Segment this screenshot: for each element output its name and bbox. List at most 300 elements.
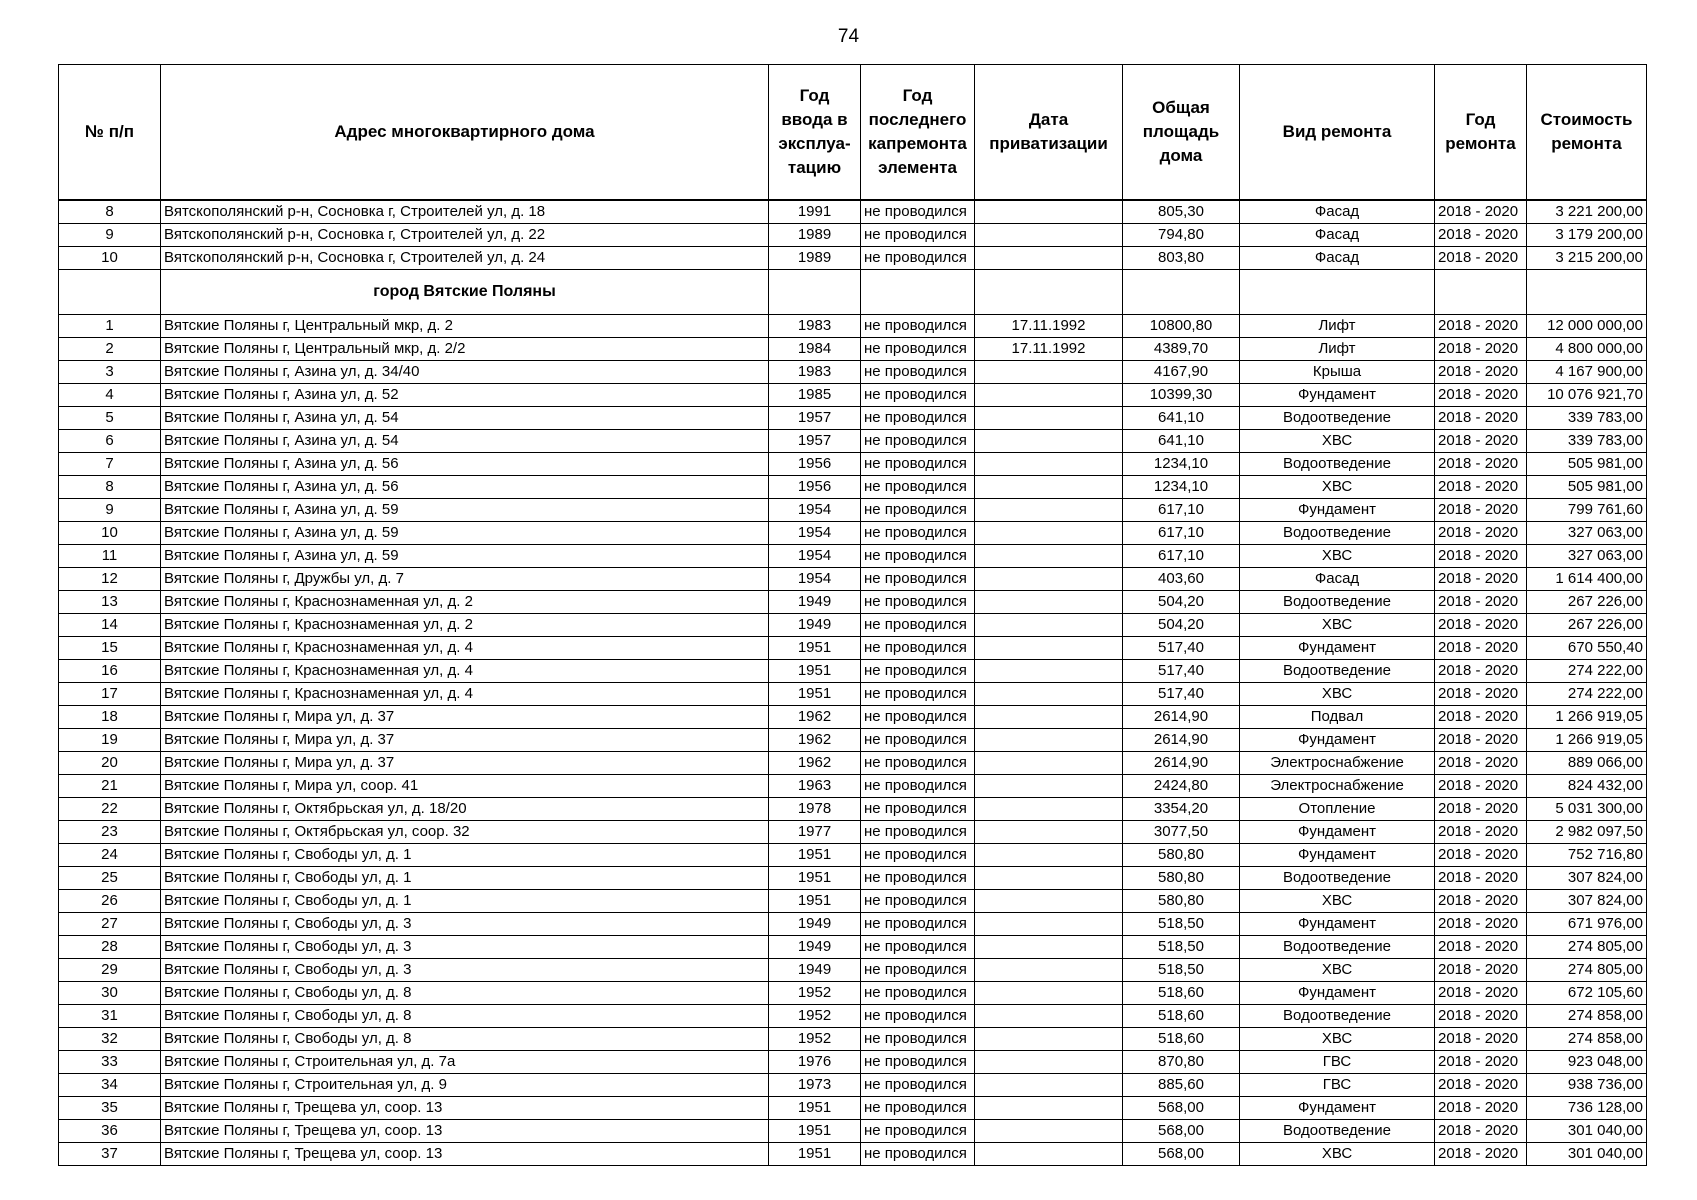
table-row — [59, 360, 1647, 383]
cell-repair-type: Подвал — [1240, 705, 1435, 728]
cell-address: Вятские Поляны г, Свободы ул, д. 8 — [161, 1004, 769, 1027]
cell-area: 10399,30 — [1123, 383, 1240, 406]
cell-last-repair: не проводился — [861, 935, 975, 958]
cell-repair-year: 2018 - 2020 — [1435, 360, 1527, 383]
cell-repair-type: Водоотведение — [1240, 452, 1435, 475]
cell-last-repair: не проводился — [861, 1004, 975, 1027]
cell-num: 5 — [59, 406, 161, 429]
cell-address: Вятские Поляны г, Краснознаменная ул, д. 2 — [161, 590, 769, 613]
cell-privatization — [975, 1096, 1123, 1119]
cell-repair-year: 2018 - 2020 — [1435, 774, 1527, 797]
cell-area: 4167,90 — [1123, 360, 1240, 383]
cell-num: 34 — [59, 1073, 161, 1096]
cell-year-built: 1962 — [769, 705, 861, 728]
cell-area: 518,60 — [1123, 1004, 1240, 1027]
cell-cost: 923 048,00 — [1527, 1050, 1647, 1073]
cell-year-built: 1962 — [769, 751, 861, 774]
cell-repair-year: 2018 - 2020 — [1435, 429, 1527, 452]
cell-year-built: 1963 — [769, 774, 861, 797]
cell-year-built: 1951 — [769, 636, 861, 659]
cell-area: 805,30 — [1123, 200, 1240, 223]
cell-cost: 799 761,60 — [1527, 498, 1647, 521]
cell-last-repair: не проводился — [861, 981, 975, 1004]
cell-year-built: 1949 — [769, 935, 861, 958]
cell-privatization — [975, 820, 1123, 843]
cell-last-repair: не проводился — [861, 820, 975, 843]
cell-num: 22 — [59, 797, 161, 820]
header-address: Адрес многоквартирного дома — [161, 65, 769, 201]
cell-num: 6 — [59, 429, 161, 452]
table-row — [59, 406, 1647, 429]
cell-area: 2614,90 — [1123, 728, 1240, 751]
table-row — [59, 498, 1647, 521]
cell-num: 18 — [59, 705, 161, 728]
cell-num: 25 — [59, 866, 161, 889]
cell-address: Вятские Поляны г, Краснознаменная ул, д. 2 — [161, 613, 769, 636]
cell-privatization — [975, 1027, 1123, 1050]
table-row — [59, 337, 1647, 360]
cell-repair-type: Лифт — [1240, 337, 1435, 360]
cell-area: 517,40 — [1123, 682, 1240, 705]
cell-repair-year: 2018 - 2020 — [1435, 498, 1527, 521]
cell-year-built: 1952 — [769, 1004, 861, 1027]
cell-address: Вятскополянский р-н, Сосновка г, Строителей ул, д. 24 — [161, 246, 769, 269]
cell-repair-type: Водоотведение — [1240, 406, 1435, 429]
cell-repair-type: Фундамент — [1240, 843, 1435, 866]
table-row — [59, 1142, 1647, 1165]
cell-num: 8 — [59, 475, 161, 498]
cell-address: Вятские Поляны г, Азина ул, д. 59 — [161, 521, 769, 544]
cell-last-repair: не проводился — [861, 889, 975, 912]
cell-area: 641,10 — [1123, 429, 1240, 452]
cell-area: 403,60 — [1123, 567, 1240, 590]
cell-repair-type: Фундамент — [1240, 981, 1435, 1004]
cell-cost: 1 266 919,05 — [1527, 705, 1647, 728]
cell-privatization — [975, 935, 1123, 958]
repair-register-table — [58, 64, 1647, 1166]
cell-repair-year: 2018 - 2020 — [1435, 521, 1527, 544]
cell-year-built: 1978 — [769, 797, 861, 820]
cell-num: 17 — [59, 682, 161, 705]
cell-num: 15 — [59, 636, 161, 659]
cell-year-built: 1983 — [769, 314, 861, 337]
header-num: № п/п — [59, 65, 161, 201]
cell-year-built: 1952 — [769, 981, 861, 1004]
cell-cost: 327 063,00 — [1527, 521, 1647, 544]
cell-address: Вятские Поляны г, Мира ул, соор. 41 — [161, 774, 769, 797]
section-row — [59, 269, 1647, 314]
cell-cost: 12 000 000,00 — [1527, 314, 1647, 337]
cell-last-repair: не проводился — [861, 613, 975, 636]
cell-repair-year: 2018 - 2020 — [1435, 1096, 1527, 1119]
cell-repair-type: Водоотведение — [1240, 1004, 1435, 1027]
cell-repair-type: Отопление — [1240, 797, 1435, 820]
cell-repair-type: Водоотведение — [1240, 659, 1435, 682]
cell-num: 29 — [59, 958, 161, 981]
cell-repair-year: 2018 - 2020 — [1435, 751, 1527, 774]
cell-year-built: 1954 — [769, 567, 861, 590]
cell-area: 1234,10 — [1123, 452, 1240, 475]
cell-repair-year: 2018 - 2020 — [1435, 912, 1527, 935]
table-row — [59, 659, 1647, 682]
cell-address: Вятские Поляны г, Краснознаменная ул, д. 4 — [161, 659, 769, 682]
cell-num: 3 — [59, 360, 161, 383]
cell-address: Вятскополянский р-н, Сосновка г, Строителей ул, д. 18 — [161, 200, 769, 223]
table-row — [59, 429, 1647, 452]
cell-num: 35 — [59, 1096, 161, 1119]
cell-area: 2424,80 — [1123, 774, 1240, 797]
cell-cost: 307 824,00 — [1527, 889, 1647, 912]
header-row — [59, 65, 1647, 201]
cell-repair-type: Водоотведение — [1240, 521, 1435, 544]
cell-cost: 3 179 200,00 — [1527, 223, 1647, 246]
table-row — [59, 1027, 1647, 1050]
cell-privatization — [975, 521, 1123, 544]
cell-last-repair: не проводился — [861, 246, 975, 269]
cell-num: 26 — [59, 889, 161, 912]
cell-cost: 267 226,00 — [1527, 590, 1647, 613]
cell-cost: 274 858,00 — [1527, 1004, 1647, 1027]
cell-address: Вятские Поляны г, Свободы ул, д. 1 — [161, 866, 769, 889]
cell-address: Вятские Поляны г, Азина ул, д. 56 — [161, 452, 769, 475]
cell-num: 2 — [59, 337, 161, 360]
cell-privatization — [975, 475, 1123, 498]
cell-privatization — [975, 452, 1123, 475]
cell-last-repair: не проводился — [861, 912, 975, 935]
cell-year-built: 1951 — [769, 1096, 861, 1119]
cell-privatization — [975, 613, 1123, 636]
cell-address: Вятские Поляны г, Дружбы ул, д. 7 — [161, 567, 769, 590]
cell-repair-year: 2018 - 2020 — [1435, 636, 1527, 659]
cell-cost: 4 800 000,00 — [1527, 337, 1647, 360]
cell-year-built: 1951 — [769, 1119, 861, 1142]
table-row — [59, 797, 1647, 820]
cell-address: Вятские Поляны г, Мира ул, д. 37 — [161, 705, 769, 728]
cell-address: Вятские Поляны г, Краснознаменная ул, д. 4 — [161, 636, 769, 659]
cell-repair-year: 2018 - 2020 — [1435, 705, 1527, 728]
cell-area: 794,80 — [1123, 223, 1240, 246]
cell-area: 803,80 — [1123, 246, 1240, 269]
cell-year-built: 1984 — [769, 337, 861, 360]
cell-privatization — [975, 774, 1123, 797]
table-row — [59, 958, 1647, 981]
cell-year-built: 1973 — [769, 1073, 861, 1096]
cell-privatization — [975, 843, 1123, 866]
cell-last-repair: не проводился — [861, 1073, 975, 1096]
cell-address: Вятские Поляны г, Свободы ул, д. 3 — [161, 958, 769, 981]
cell-address: Вятские Поляны г, Центральный мкр, д. 2/2 — [161, 337, 769, 360]
cell-num: 33 — [59, 1050, 161, 1073]
cell-repair-type: ХВС — [1240, 682, 1435, 705]
cell-year-built: 1949 — [769, 613, 861, 636]
cell-address: Вятские Поляны г, Строительная ул, д. 9 — [161, 1073, 769, 1096]
cell-repair-type: ГВС — [1240, 1073, 1435, 1096]
cell-repair-year: 2018 - 2020 — [1435, 1073, 1527, 1096]
cell-area: 2614,90 — [1123, 751, 1240, 774]
cell-address: Вятские Поляны г, Свободы ул, д. 3 — [161, 935, 769, 958]
cell-num: 37 — [59, 1142, 161, 1165]
cell-privatization — [975, 797, 1123, 820]
cell-repair-type: Электроснабжение — [1240, 774, 1435, 797]
cell-privatization — [975, 636, 1123, 659]
cell-repair-year: 2018 - 2020 — [1435, 682, 1527, 705]
table-row — [59, 935, 1647, 958]
cell-last-repair: не проводился — [861, 314, 975, 337]
cell-year-built: 1954 — [769, 498, 861, 521]
cell-repair-year: 2018 - 2020 — [1435, 406, 1527, 429]
cell-cost: 671 976,00 — [1527, 912, 1647, 935]
cell-area: 870,80 — [1123, 1050, 1240, 1073]
cell-last-repair: не проводился — [861, 360, 975, 383]
cell-last-repair: не проводился — [861, 1027, 975, 1050]
cell-repair-year: 2018 - 2020 — [1435, 797, 1527, 820]
table-row — [59, 383, 1647, 406]
cell-address: Вятскополянский р-н, Сосновка г, Строителей ул, д. 22 — [161, 223, 769, 246]
cell-address: Вятские Поляны г, Мира ул, д. 37 — [161, 728, 769, 751]
table-row — [59, 200, 1647, 223]
cell-year-built: 1949 — [769, 590, 861, 613]
cell-year-built: 1989 — [769, 223, 861, 246]
cell-num: 16 — [59, 659, 161, 682]
table-row — [59, 544, 1647, 567]
cell-last-repair: не проводился — [861, 223, 975, 246]
table-row — [59, 1004, 1647, 1027]
cell-year-built: 1951 — [769, 889, 861, 912]
cell-num: 9 — [59, 498, 161, 521]
cell-repair-type: Водоотведение — [1240, 935, 1435, 958]
table-row — [59, 1073, 1647, 1096]
cell-repair-type: ХВС — [1240, 889, 1435, 912]
cell-year-built: 1951 — [769, 866, 861, 889]
cell-num: 20 — [59, 751, 161, 774]
cell-cost: 10 076 921,70 — [1527, 383, 1647, 406]
cell-cost: 736 128,00 — [1527, 1096, 1647, 1119]
table-row — [59, 452, 1647, 475]
cell-num: 11 — [59, 544, 161, 567]
header-cost: Стоимость ремонта — [1527, 65, 1647, 201]
cell-last-repair: не проводился — [861, 636, 975, 659]
cell-repair-year: 2018 - 2020 — [1435, 1119, 1527, 1142]
cell-privatization — [975, 912, 1123, 935]
cell-num: 23 — [59, 820, 161, 843]
table-row — [59, 1119, 1647, 1142]
table-row — [59, 636, 1647, 659]
cell-address: Вятские Поляны г, Трещева ул, соор. 13 — [161, 1142, 769, 1165]
cell-area: 580,80 — [1123, 889, 1240, 912]
table-row — [59, 866, 1647, 889]
cell-address: Вятские Поляны г, Азина ул, д. 56 — [161, 475, 769, 498]
cell-last-repair: не проводился — [861, 659, 975, 682]
cell-privatization — [975, 223, 1123, 246]
cell-year-built: 1952 — [769, 1027, 861, 1050]
cell-year-built: 1977 — [769, 820, 861, 843]
cell-repair-type: ХВС — [1240, 544, 1435, 567]
cell-repair-year: 2018 - 2020 — [1435, 958, 1527, 981]
cell-area: 617,10 — [1123, 521, 1240, 544]
cell-num: 28 — [59, 935, 161, 958]
cell-privatization — [975, 360, 1123, 383]
cell-repair-type: Водоотведение — [1240, 1119, 1435, 1142]
cell-address: Вятские Поляны г, Свободы ул, д. 3 — [161, 912, 769, 935]
header-repair-type: Вид ремонта — [1240, 65, 1435, 201]
cell-repair-type: Фундамент — [1240, 498, 1435, 521]
table-row — [59, 751, 1647, 774]
cell-num: 36 — [59, 1119, 161, 1142]
cell-repair-year: 2018 - 2020 — [1435, 590, 1527, 613]
cell-year-built: 1956 — [769, 452, 861, 475]
cell-privatization — [975, 590, 1123, 613]
cell-address: Вятские Поляны г, Мира ул, д. 37 — [161, 751, 769, 774]
cell-repair-type: Лифт — [1240, 314, 1435, 337]
cell-cost: 1 614 400,00 — [1527, 567, 1647, 590]
table-row — [59, 1050, 1647, 1073]
cell-privatization — [975, 958, 1123, 981]
cell-repair-type: Фасад — [1240, 200, 1435, 223]
cell-area: 504,20 — [1123, 590, 1240, 613]
cell-privatization — [975, 1004, 1123, 1027]
table-row — [59, 223, 1647, 246]
cell-year-built: 1962 — [769, 728, 861, 751]
cell-cost: 274 222,00 — [1527, 659, 1647, 682]
cell-num: 19 — [59, 728, 161, 751]
header-repair-year: Год ремонта — [1435, 65, 1527, 201]
cell-area: 2614,90 — [1123, 705, 1240, 728]
cell-num: 10 — [59, 246, 161, 269]
cell-last-repair: не проводился — [861, 521, 975, 544]
cell-privatization: 17.11.1992 — [975, 337, 1123, 360]
cell-repair-type: Фасад — [1240, 567, 1435, 590]
cell-privatization — [975, 1050, 1123, 1073]
cell-last-repair: не проводился — [861, 337, 975, 360]
cell-cost: 339 783,00 — [1527, 406, 1647, 429]
cell-address: Вятские Поляны г, Свободы ул, д. 1 — [161, 843, 769, 866]
cell-address: Вятские Поляны г, Краснознаменная ул, д. 4 — [161, 682, 769, 705]
cell-repair-type: Фундамент — [1240, 912, 1435, 935]
cell-privatization — [975, 1073, 1123, 1096]
cell-num: 24 — [59, 843, 161, 866]
cell-repair-type: Фасад — [1240, 223, 1435, 246]
cell-cost: 752 716,80 — [1527, 843, 1647, 866]
cell-repair-type: ХВС — [1240, 1027, 1435, 1050]
cell-repair-type: Фундамент — [1240, 636, 1435, 659]
cell-last-repair: не проводился — [861, 958, 975, 981]
cell-privatization — [975, 682, 1123, 705]
cell-privatization — [975, 498, 1123, 521]
cell-area: 518,50 — [1123, 958, 1240, 981]
cell-area: 885,60 — [1123, 1073, 1240, 1096]
cell-cost: 889 066,00 — [1527, 751, 1647, 774]
cell-last-repair: не проводился — [861, 1096, 975, 1119]
cell-privatization — [975, 1119, 1123, 1142]
cell-num: 14 — [59, 613, 161, 636]
table-row — [59, 889, 1647, 912]
cell-num: 9 — [59, 223, 161, 246]
cell-area: 504,20 — [1123, 613, 1240, 636]
cell-repair-type: Фасад — [1240, 246, 1435, 269]
cell-repair-year: 2018 - 2020 — [1435, 475, 1527, 498]
cell-cost: 267 226,00 — [1527, 613, 1647, 636]
table-row — [59, 820, 1647, 843]
cell-last-repair: не проводился — [861, 751, 975, 774]
cell-repair-year: 2018 - 2020 — [1435, 337, 1527, 360]
cell-year-built: 1991 — [769, 200, 861, 223]
cell-address: Вятские Поляны г, Строительная ул, д. 7а — [161, 1050, 769, 1073]
cell-privatization — [975, 728, 1123, 751]
cell-year-built: 1951 — [769, 682, 861, 705]
cell-area: 518,60 — [1123, 1027, 1240, 1050]
cell-repair-year: 2018 - 2020 — [1435, 728, 1527, 751]
table-row — [59, 1096, 1647, 1119]
cell-address: Вятские Поляны г, Трещева ул, соор. 13 — [161, 1119, 769, 1142]
cell-cost: 670 550,40 — [1527, 636, 1647, 659]
cell-last-repair: не проводился — [861, 682, 975, 705]
header-last-repair: Год последнего капремонта элемента — [861, 65, 975, 201]
cell-repair-type: ХВС — [1240, 613, 1435, 636]
cell-repair-year: 2018 - 2020 — [1435, 567, 1527, 590]
cell-repair-year: 2018 - 2020 — [1435, 223, 1527, 246]
cell-area: 580,80 — [1123, 843, 1240, 866]
cell-year-built: 1949 — [769, 958, 861, 981]
cell-num: 12 — [59, 567, 161, 590]
cell-address: Вятские Поляны г, Свободы ул, д. 8 — [161, 981, 769, 1004]
cell-repair-year: 2018 - 2020 — [1435, 314, 1527, 337]
cell-address: Вятские Поляны г, Азина ул, д. 54 — [161, 429, 769, 452]
cell-num: 30 — [59, 981, 161, 1004]
cell-address: Вятские Поляны г, Центральный мкр, д. 2 — [161, 314, 769, 337]
cell-address: Вятские Поляны г, Свободы ул, д. 1 — [161, 889, 769, 912]
cell-year-built: 1954 — [769, 544, 861, 567]
cell-repair-year: 2018 - 2020 — [1435, 1027, 1527, 1050]
table-row — [59, 682, 1647, 705]
cell-area: 568,00 — [1123, 1142, 1240, 1165]
cell-cost: 938 736,00 — [1527, 1073, 1647, 1096]
cell-cost: 5 031 300,00 — [1527, 797, 1647, 820]
cell-repair-type: Фундамент — [1240, 1096, 1435, 1119]
cell-num: 8 — [59, 200, 161, 223]
cell-repair-year: 2018 - 2020 — [1435, 659, 1527, 682]
table-row — [59, 981, 1647, 1004]
cell-cost: 4 167 900,00 — [1527, 360, 1647, 383]
cell-year-built: 1951 — [769, 843, 861, 866]
cell-num: 7 — [59, 452, 161, 475]
cell-cost: 505 981,00 — [1527, 475, 1647, 498]
cell-year-built: 1956 — [769, 475, 861, 498]
cell-last-repair: не проводился — [861, 774, 975, 797]
cell-cost: 1 266 919,05 — [1527, 728, 1647, 751]
cell-repair-year: 2018 - 2020 — [1435, 1004, 1527, 1027]
cell-repair-year: 2018 - 2020 — [1435, 452, 1527, 475]
cell-cost: 301 040,00 — [1527, 1119, 1647, 1142]
cell-last-repair: не проводился — [861, 383, 975, 406]
cell-last-repair: не проводился — [861, 1142, 975, 1165]
cell-area: 617,10 — [1123, 498, 1240, 521]
cell-last-repair: не проводился — [861, 843, 975, 866]
cell-repair-type: Фундамент — [1240, 820, 1435, 843]
table-row — [59, 912, 1647, 935]
cell-address: Вятские Поляны г, Трещева ул, соор. 13 — [161, 1096, 769, 1119]
cell-repair-year: 2018 - 2020 — [1435, 544, 1527, 567]
cell-num: 31 — [59, 1004, 161, 1027]
table-row — [59, 246, 1647, 269]
cell-last-repair: не проводился — [861, 1050, 975, 1073]
cell-year-built: 1954 — [769, 521, 861, 544]
cell-last-repair: не проводился — [861, 866, 975, 889]
table-row — [59, 475, 1647, 498]
cell-cost: 339 783,00 — [1527, 429, 1647, 452]
cell-repair-year: 2018 - 2020 — [1435, 246, 1527, 269]
cell-repair-year: 2018 - 2020 — [1435, 1142, 1527, 1165]
cell-cost: 274 858,00 — [1527, 1027, 1647, 1050]
